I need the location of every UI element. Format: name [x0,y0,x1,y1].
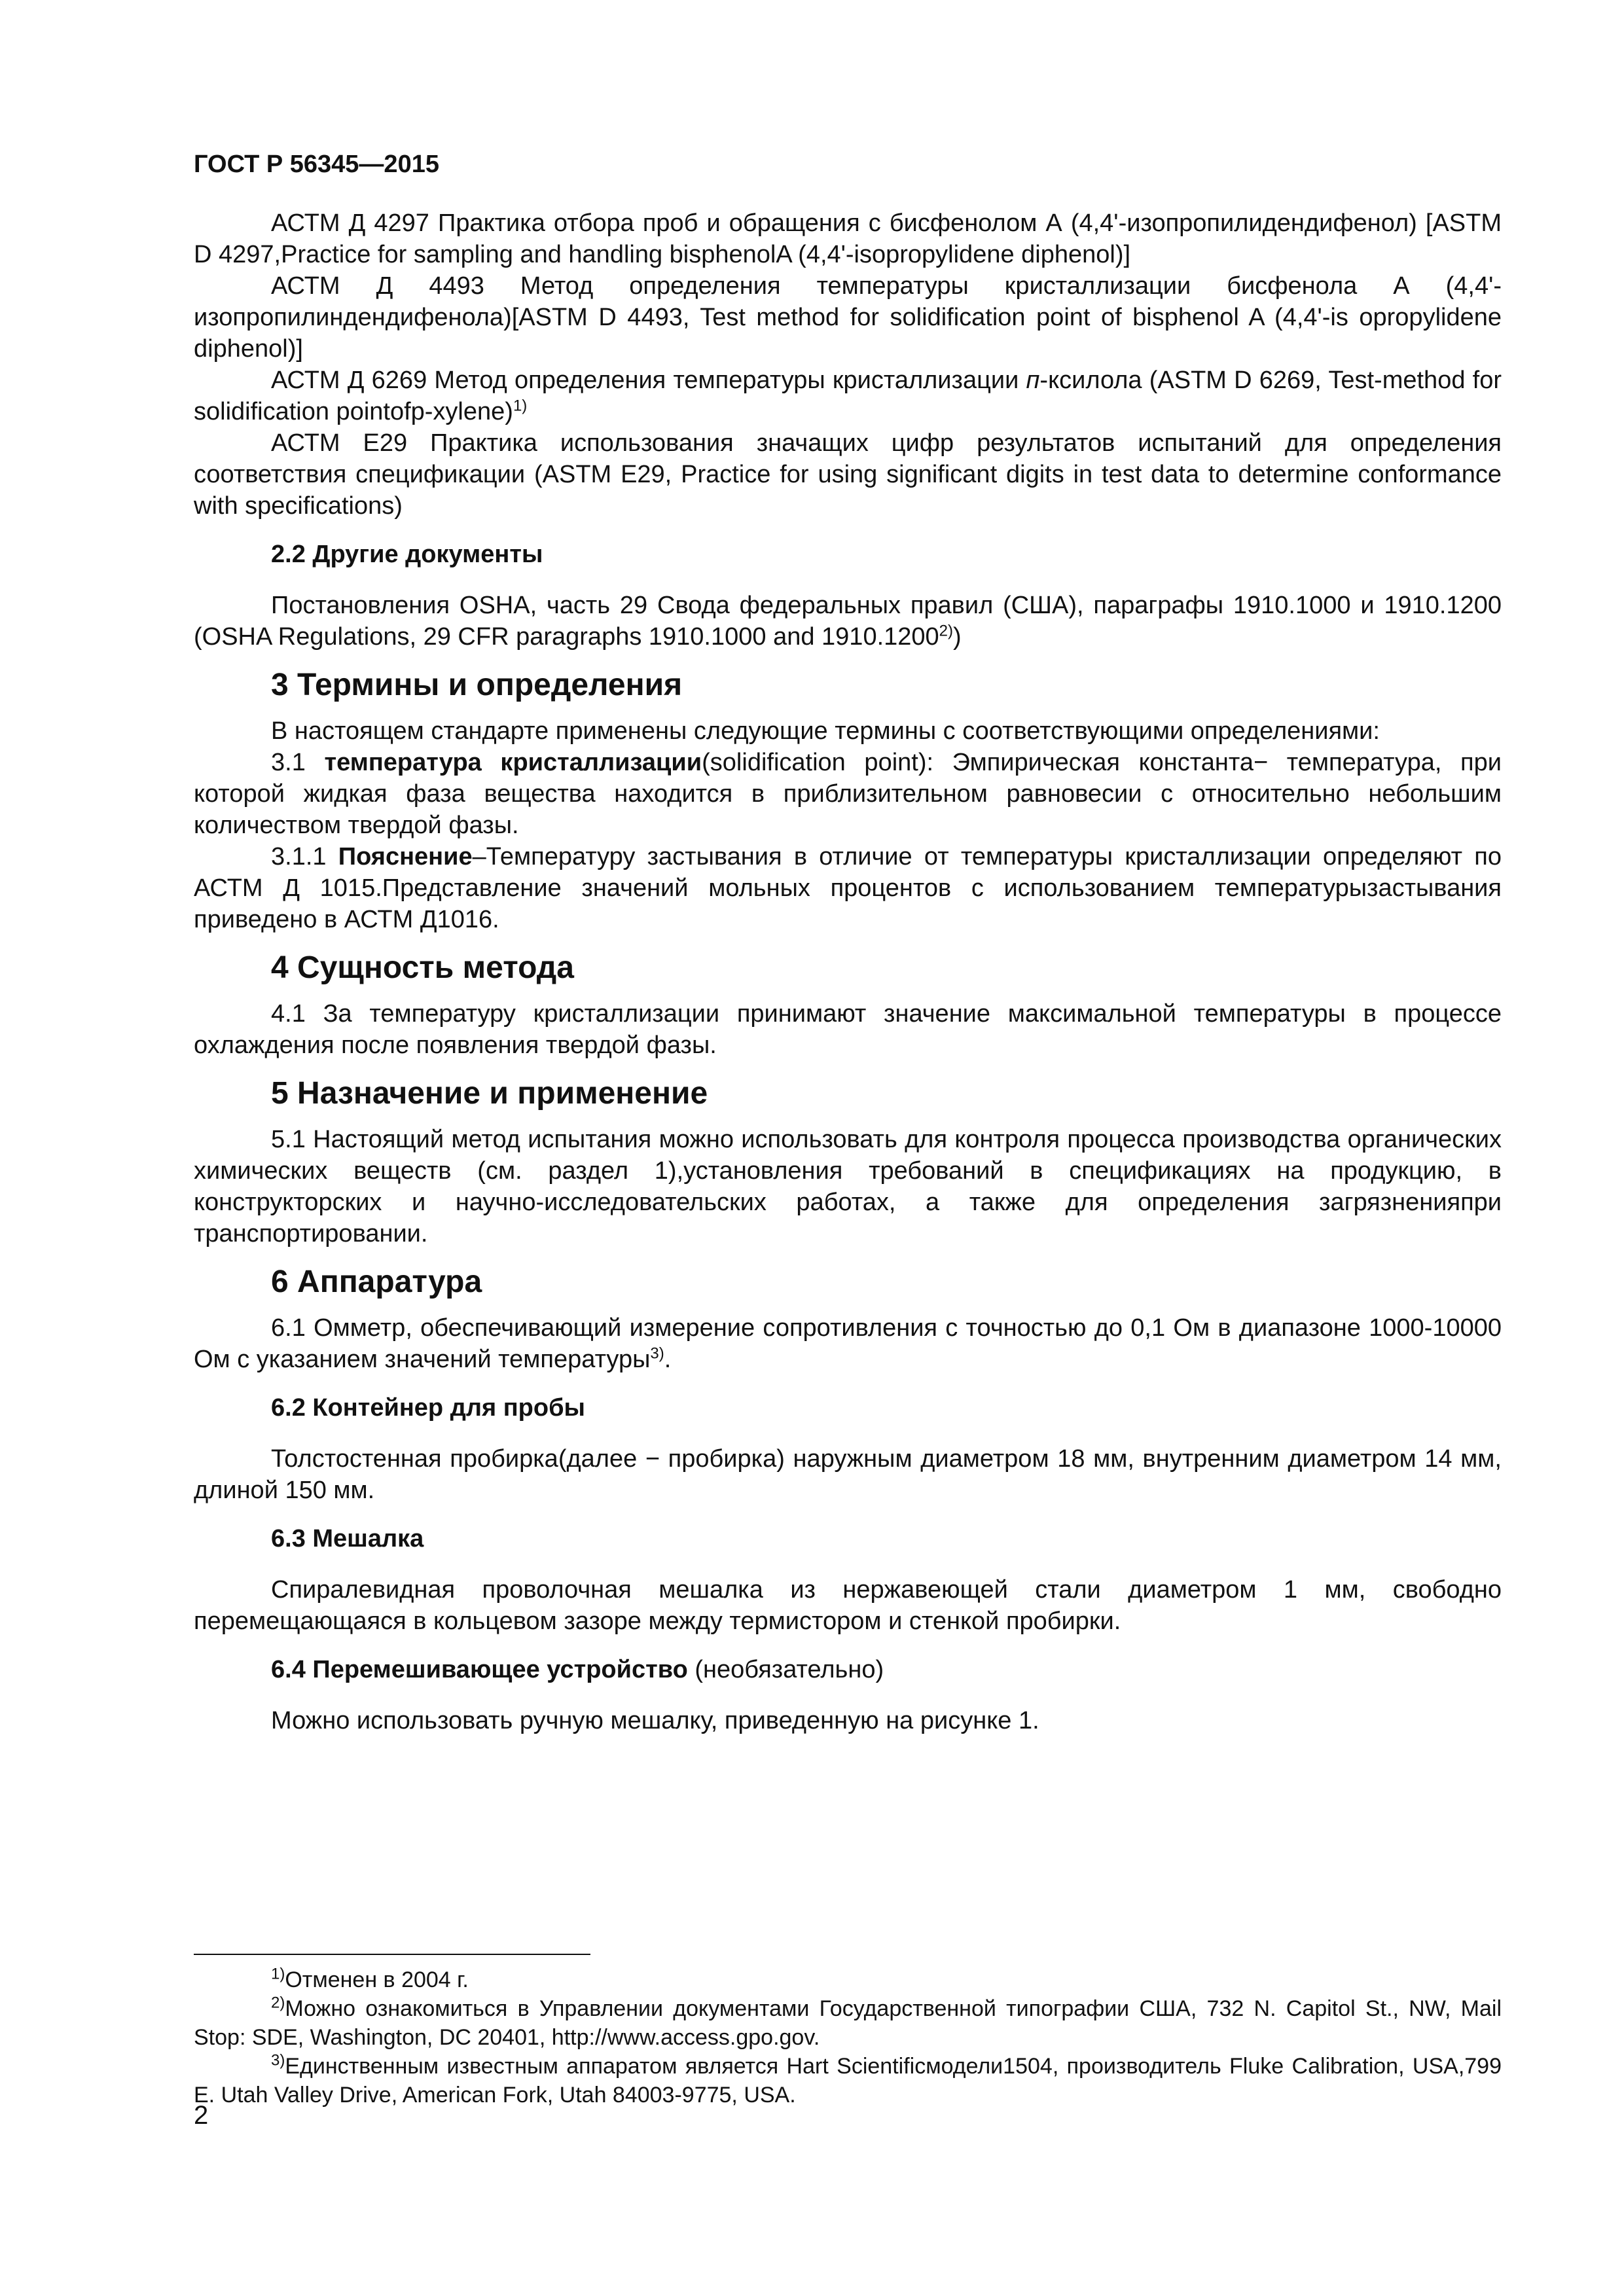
term-name: температура кристаллизации [324,749,702,776]
term-definition: –Температуру застывания в отличие от температуры кристаллизации определяют по АСТМ Д 1015.Представление значений мольных процентов с использованием температурызастывания приведено в АСТМ Д1016. [194,843,1502,933]
footnote-2 [194,1994,1502,2052]
reference-text: -ксилола (ASTM D 6269, Test-method for solidification pointofp-xylene) [194,367,1502,425]
footnote-3 [194,2052,1502,2109]
document-header: ГОСТ Р 56345—2015 [194,151,439,178]
section-6-2-text: Толстостенная пробирка(далее − пробирка) наружным диаметром 18 мм, внутренним диаметром 14 мм, длиной 150 мм. [194,1445,1502,1504]
section-6-3-text: Спиралевидная проволочная мешалка из нержавеющей стали диаметром 1 мм, свободно перемещающаяся в кольцевом зазоре между термистором и стенкой пробирки. [194,1576,1502,1635]
reference-text: АСТМ Д 6269 Метод определения температуры кристаллизации [271,367,1026,394]
heading-note: (необязательно) [687,1656,884,1683]
section-6-1 [194,1312,1502,1375]
footnote-marker: 3) [650,1344,664,1363]
section-2-2-text [194,590,1502,653]
section-3-intro: В настоящем стандарте применены следующие термины с соответствующими определениями: [271,717,1380,745]
footnote-marker: 1) [271,1965,285,1983]
paragraph-text: ) [953,623,962,651]
footnote-marker: 2) [939,622,954,640]
footnote-1 [194,1965,1502,1994]
reference-astm-d6269 [194,365,1502,427]
section-3-title: 3 Термины и определения [271,668,683,702]
paragraph-text: 6.1 Омметр, обеспечивающий измерение сопротивления с точностью до 0,1 Ом в диапазоне 1000-10000 Ом с указанием значений температуры [194,1314,1502,1373]
footnote-text: Единственным известным аппаратом является Hart Scientificмодели1504, производитель Fluke Calibration, USA,799 E. Utah Valley Drive, American Fork, Utah 84003-9775, USA. [194,2054,1502,2108]
term-number: 3.1 [271,749,325,776]
footnote-marker: 1) [513,397,528,415]
footnotes [194,1954,1502,2109]
section-6-title: 6 Аппаратура [271,1265,482,1299]
section-6-2-title: 6.2 Контейнер для пробы [271,1394,585,1422]
reference-astm-d4493: АСТМ Д 4493 Метод определения температуры кристаллизации бисфенола А (4,4'-изопропилиндендифенола)[ASTM D 4493, Test method for solidification point of bisphenol A (4,4'-is opropylidene diphenol)] [194,272,1502,363]
footnote-text: Отменен в 2004 г. [285,1967,469,1992]
term-number: 3.1.1 [271,843,338,870]
section-5-title: 5 Назначение и применение [271,1076,708,1111]
section-2-2-title: 2.2 Другие документы [271,541,543,568]
footnote-marker: 3) [271,2051,285,2070]
paragraph-text: Постановления OSHA, часть 29 Свода федеральных правил (США), параграфы 1910.1000 и 1910.1200 (OSHA Regulations, 29 CFR paragraphs 1910.1000 and 1910.1200 [194,592,1502,651]
term-3-1-1 [194,841,1502,935]
section-4-title: 4 Сущность метода [271,950,574,985]
section-4-1: 4.1 За температуру кристаллизации принимают значение максимальной температуры в процессе охлаждения после появления твердой фазы. [194,1000,1502,1059]
term-3-1 [194,747,1502,841]
section-6-4-text: Можно использовать ручную мешалку, приведенную на рисунке 1. [271,1707,1039,1734]
term-definition: (solidification point): Эмпирическая константа− температура, при которой жидкая фаза вещества находится в приблизительном равновесии с относительно небольшим количеством твердой фазы. [194,749,1502,839]
page-body [194,151,1502,1736]
section-6-4-title [194,1654,1502,1685]
footnote-text: Можно ознакомиться в Управлении документами Государственной типографии США, 732 N. Capitol St., NW, Mail Stop: SDE, Washington, DC 20401, http://www.access.gpo.gov. [194,1996,1502,2050]
footnote-marker: 2) [271,1994,285,2012]
footnote-list [194,1965,1502,2109]
section-6-3-title: 6.3 Мешалка [271,1525,424,1552]
term-name: Пояснение [338,843,473,870]
heading-bold: 6.4 Перемешивающее устройство [271,1656,688,1683]
italic-text: п [1026,367,1040,394]
footnote-divider [194,1954,590,1955]
reference-astm-d4297: АСТМ Д 4297 Практика отбора проб и обращения с бисфенолом А (4,4'-изопропилидендифенол) [ASTM D 4297,Practice for sampling and handling bisphenolA (4,4'-isopropylidene diphenol)] [194,209,1502,268]
paragraph-text: . [664,1346,672,1373]
page-number: 2 [194,2101,209,2130]
reference-astm-e29: АСТМ Е29 Практика использования значащих цифр результатов испытаний для определения соответствия спецификации (ASTM E29, Practice for using significant digits in test data to determine conformance with specifications) [194,429,1502,520]
section-5-1: 5.1 Настоящий метод испытания можно использовать для контроля процесса производства органических химических веществ (см. раздел 1),установления требований в спецификациях на продукцию, в конструкторских и научно-исследовательских работах, а также для определения загрязненияпри транспортировании. [194,1126,1502,1247]
